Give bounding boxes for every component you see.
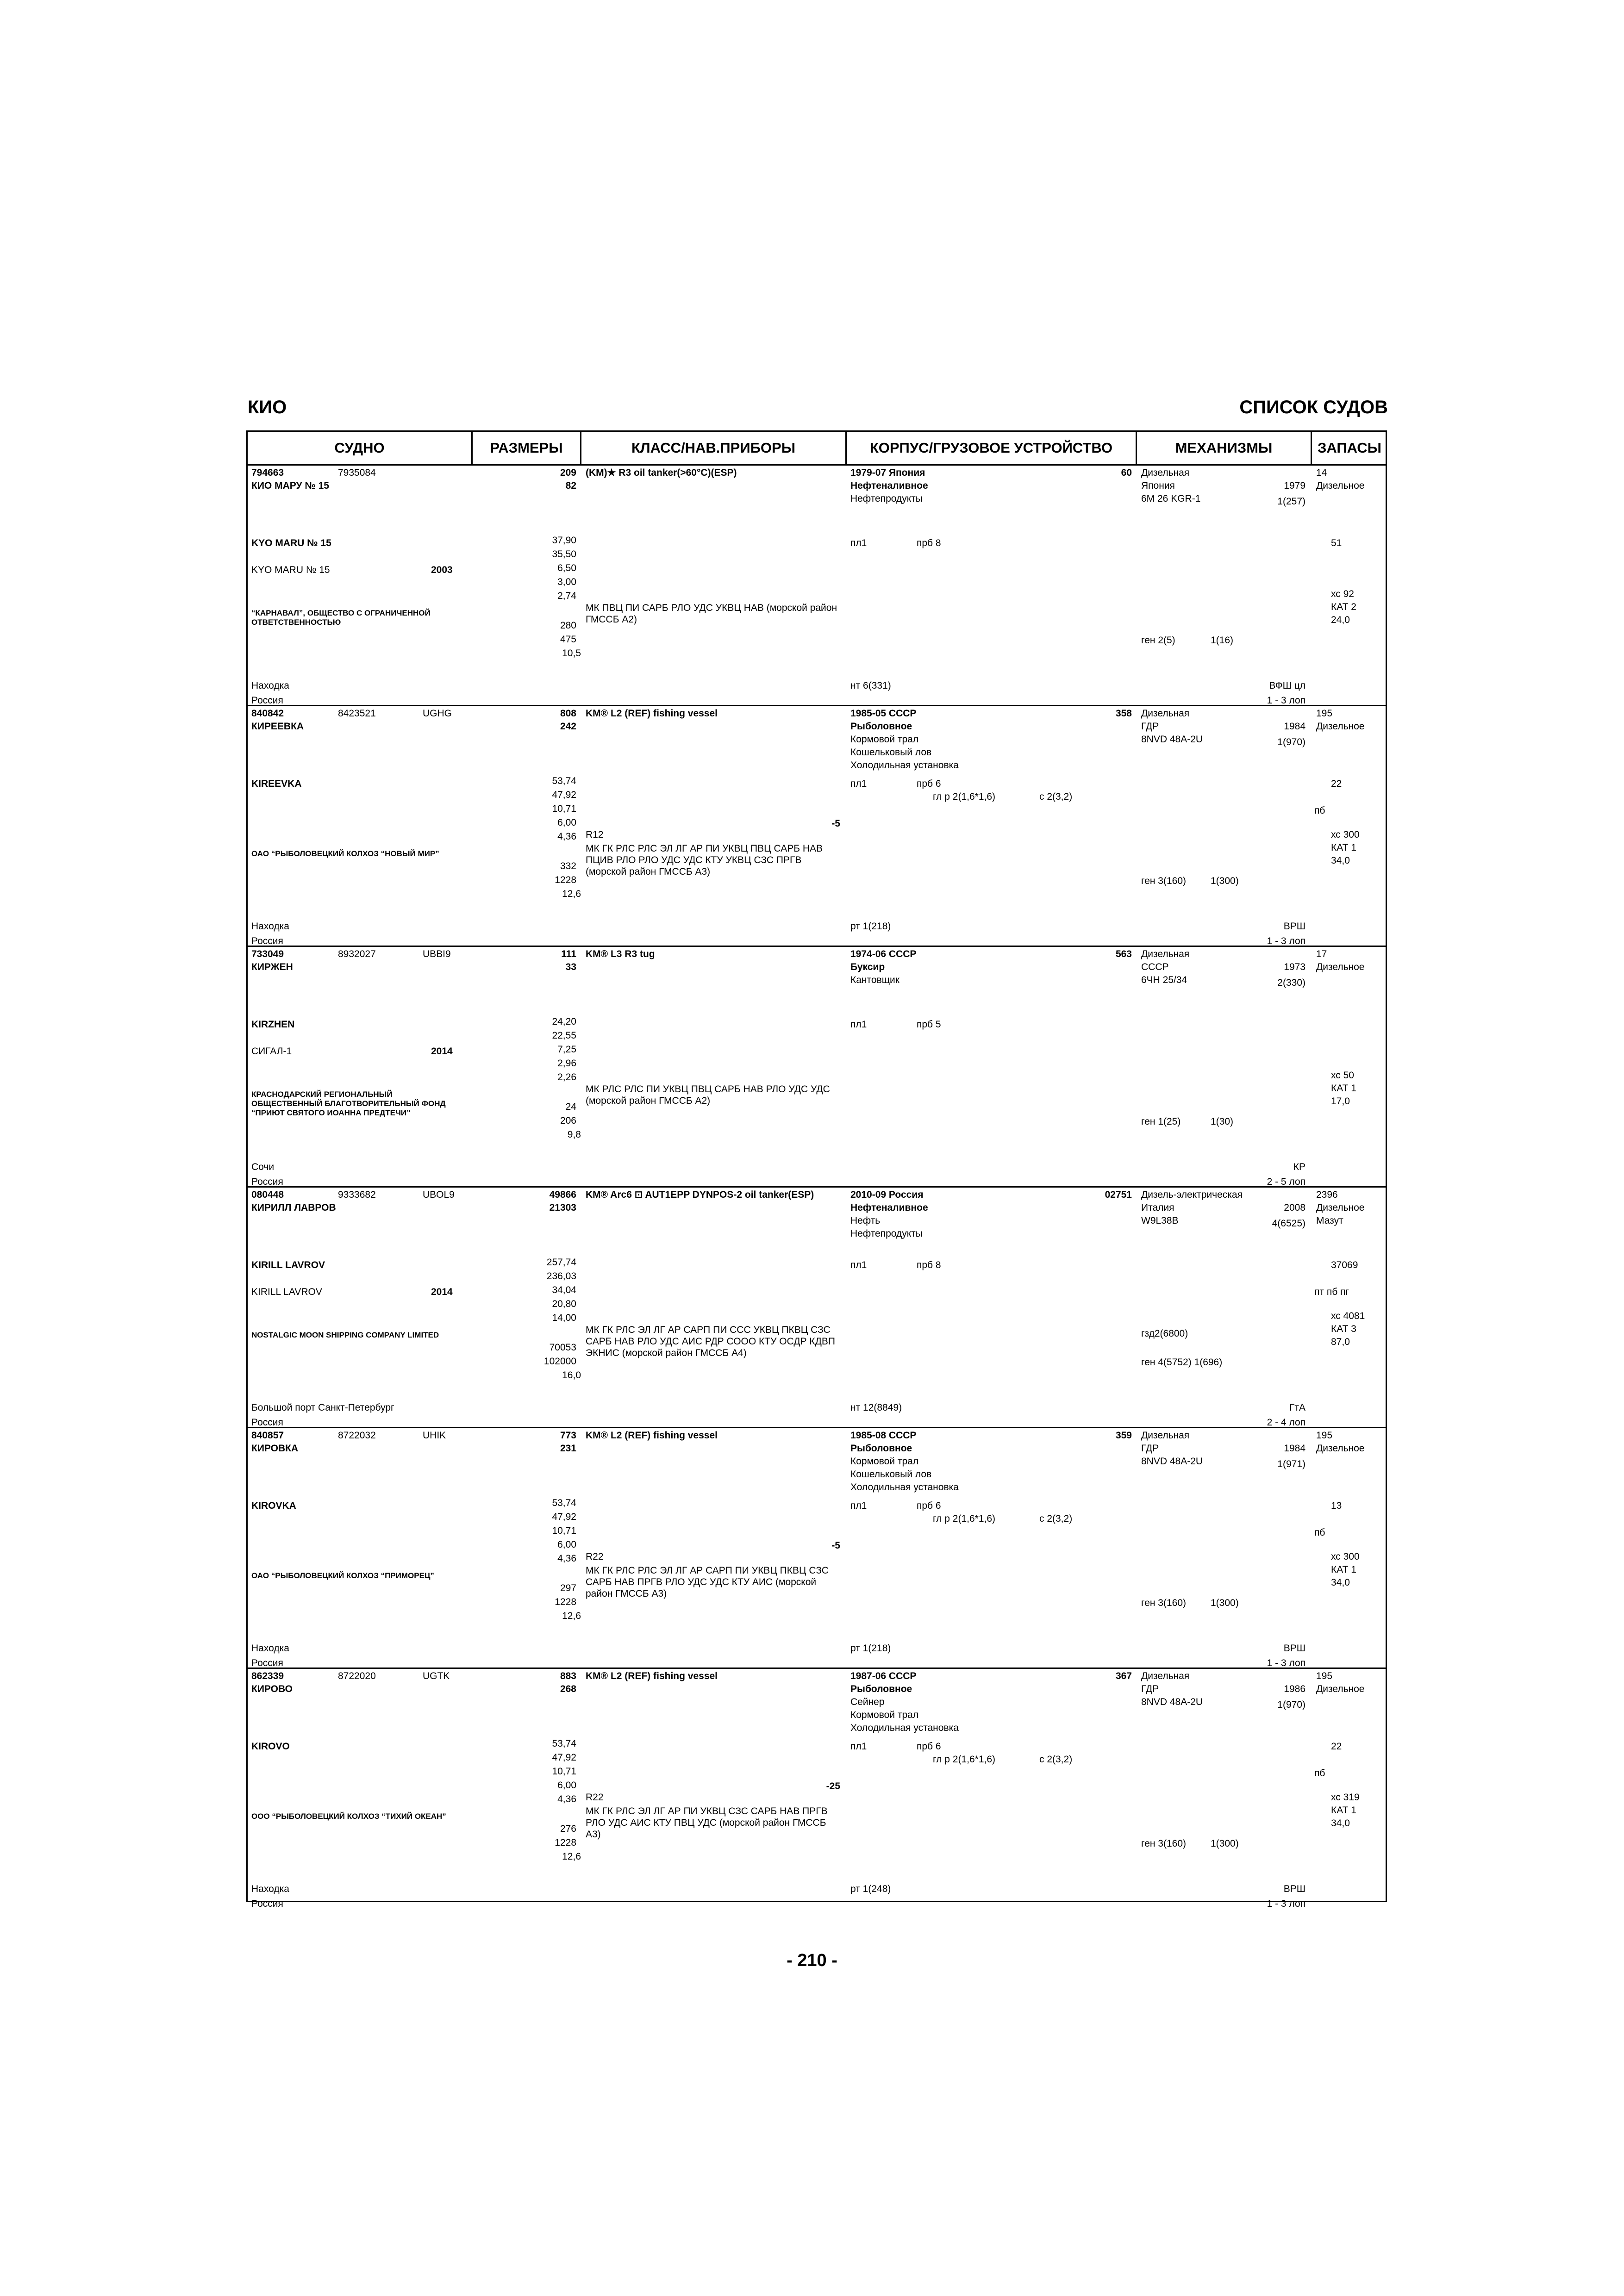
propeller-blades: 1 - 3 лоп (1267, 1658, 1305, 1668)
engine-model: 8NVD 48A-2U (1141, 1456, 1203, 1467)
engine-country: ГДР (1141, 1684, 1159, 1694)
bulkheads: прб 6 (917, 778, 941, 789)
ship-name: КИРОВКА (251, 1443, 299, 1454)
class-extra: R22 (586, 1551, 604, 1562)
decks: пл1 (850, 1741, 867, 1752)
build-date-country: 1985-05 СССР (850, 708, 917, 719)
dimension-value: 7,25 (557, 1044, 576, 1055)
ship-subtype: Нефтепродукты (850, 1228, 923, 1239)
propeller-blades: 1 - 3 лоп (1267, 936, 1305, 946)
engine-country: Япония (1141, 480, 1175, 491)
hull-number: 563 (1115, 949, 1132, 959)
tanks: нт 6(331) (850, 680, 891, 691)
home-port: Находка (251, 680, 289, 691)
engine-type: Дизельная (1141, 467, 1190, 478)
hull-number: 359 (1115, 1430, 1132, 1441)
propeller-blades: 2 - 4 лоп (1267, 1417, 1305, 1428)
call-sign: UGTK (423, 1671, 450, 1681)
ship-subtype: Холодильная установка (850, 1723, 959, 1733)
cranes: с 2(3,2) (1039, 1754, 1073, 1765)
deadweight: 24 (565, 1101, 576, 1112)
deadweight: 70053 (549, 1342, 576, 1353)
dimension-value: 47,92 (552, 1752, 576, 1763)
storage-capacity: хс 319 (1331, 1792, 1360, 1803)
decks: пл1 (850, 1019, 867, 1030)
class-extra: R12 (586, 829, 604, 840)
bulkheads: прб 6 (917, 1741, 941, 1752)
ship-subtype: Нефть (850, 1215, 881, 1226)
deadweight: 332 (560, 861, 576, 871)
hull-number: 358 (1115, 708, 1132, 719)
net-tonnage: 21303 (549, 1202, 576, 1213)
ship-name-latin: KIRZHEN (251, 1019, 295, 1030)
dimension-value: 53,74 (552, 776, 576, 786)
dimension-value: 2,26 (557, 1072, 576, 1083)
page-number: - 210 - (787, 1951, 837, 1970)
ship-type: Буксир (850, 962, 885, 972)
bulkheads: прб 6 (917, 1500, 941, 1511)
imo-number: 8423521 (338, 708, 376, 719)
registry-number: 862339 (251, 1671, 284, 1681)
page-header-left: КИО (248, 397, 287, 417)
owner: “КАРНАВАЛ”, ОБЩЕСТВО С ОГРАНИЧЕННОЙ ОТВЕТСТВЕННОСТЬЮ (251, 609, 431, 627)
fuel-type: Дизельное (1316, 1684, 1365, 1694)
ship-name: КИО МАРУ № 15 (251, 480, 329, 491)
hull-number: 60 (1121, 467, 1132, 478)
generators: ген 2(5) (1141, 635, 1175, 646)
col-header-class: КЛАСС/НАВ.ПРИБОРЫ (631, 440, 796, 456)
engine-year: 1984 (1284, 721, 1305, 732)
flag-country: Россия (251, 695, 283, 706)
build-date-country: 1985-08 СССР (850, 1430, 917, 1441)
category-value: 24,0 (1331, 615, 1350, 625)
generator-aux: 1(16) (1211, 635, 1234, 646)
call-sign: UBBI9 (423, 949, 451, 959)
ship-name-latin: KIREEVKA (251, 778, 302, 789)
engine-year: 1973 (1284, 962, 1305, 972)
speed: 10,5 (562, 648, 581, 659)
owner: NOSTALGIC MOON SHIPPING COMPANY LIMITED (251, 1331, 439, 1339)
speed: 12,6 (562, 1851, 581, 1862)
class-notation: KM® L3 R3 tug (586, 949, 655, 959)
generator-aux: 1(300) (1211, 1598, 1239, 1608)
class-notation: (KM)★ R3 oil tanker(>60°C)(ESP) (586, 467, 737, 478)
ship-name: КИРОВО (251, 1684, 293, 1694)
imo-number: 8932027 (338, 949, 376, 959)
dimension-value: 20,80 (552, 1299, 576, 1309)
home-port: Находка (251, 1643, 289, 1654)
flag-country: Россия (251, 1417, 283, 1428)
class-notation: KM® Arc6 ⊡ AUT1EPP DYNPOS-2 oil tanker(ESP) (586, 1189, 814, 1200)
cranes: с 2(3,2) (1039, 791, 1073, 802)
engine-power: 2(330) (1277, 977, 1305, 988)
name-change-year: 2003 (431, 565, 453, 575)
build-date-country: 1974-06 СССР (850, 949, 917, 959)
former-name: KIRILL LAVROV (251, 1287, 322, 1297)
imo-number: 8722020 (338, 1671, 376, 1681)
dimension-value: 10,71 (552, 803, 576, 814)
class-notation: KM® L2 (REF) fishing vessel (586, 1430, 718, 1441)
ship-subtype: Кормовой трал (850, 1456, 919, 1467)
category: КАТ 1 (1331, 842, 1356, 853)
cranes: с 2(3,2) (1039, 1513, 1073, 1524)
fuel-type-2: Мазут (1316, 1215, 1343, 1226)
ship-name: КИРЕЕВКА (251, 721, 304, 732)
shaft-generator: гзд2(6800) (1141, 1328, 1188, 1339)
page-header-right: СПИСОК СУДОВ (1239, 397, 1388, 417)
dimension-value: 37,90 (552, 535, 576, 546)
speed: 12,6 (562, 889, 581, 899)
ship-record (248, 708, 1386, 948)
speed: 12,6 (562, 1611, 581, 1621)
category: КАТ 1 (1331, 1564, 1356, 1575)
ship-record (248, 1430, 1386, 1670)
displacement: 102000 (543, 1356, 576, 1367)
engine-model: 6M 26 KGR-1 (1141, 493, 1201, 504)
engine-year: 1984 (1284, 1443, 1305, 1454)
propeller-type: ВФШ цл (1269, 680, 1305, 691)
ship-name-latin: KIROVO (251, 1741, 290, 1752)
supply-codes: пб (1314, 1768, 1325, 1779)
engine-power: 1(971) (1277, 1459, 1305, 1469)
col-header-machinery: МЕХАНИЗМЫ (1175, 440, 1273, 456)
fuel-type: Дизельное (1316, 1443, 1365, 1454)
generator-aux: 1(300) (1211, 1838, 1239, 1849)
home-port: Большой порт Санкт-Петербург (251, 1402, 394, 1413)
dimension-value: 53,74 (552, 1738, 576, 1749)
category: КАТ 1 (1331, 1805, 1356, 1816)
hatches: гл р 2(1,6*1,6) (933, 791, 996, 802)
propeller-blades: 2 - 5 лоп (1267, 1176, 1305, 1187)
net-tonnage: 33 (565, 962, 576, 972)
col-header-dimensions: РАЗМЕРЫ (490, 440, 563, 456)
class-notation: KM® L2 (REF) fishing vessel (586, 1671, 718, 1681)
hatches: гл р 2(1,6*1,6) (933, 1513, 996, 1524)
ship-record (248, 467, 1386, 708)
hull-number: 367 (1115, 1671, 1132, 1681)
owner: ОАО “РЫБОЛОВЕЦКИЙ КОЛХОЗ “ПРИМОРЕЦ” (251, 1571, 434, 1580)
flag-country: Россия (251, 1898, 283, 1909)
ship-subtype: Кормовой трал (850, 734, 919, 745)
build-date-country: 1979-07 Япония (850, 467, 925, 478)
fuel-quantity: 14 (1316, 467, 1327, 478)
dimension-value: 47,92 (552, 1512, 576, 1522)
generators: ген 3(160) (1141, 876, 1187, 886)
ship-record (248, 1670, 1386, 1911)
tanks: рт 1(218) (850, 921, 891, 932)
engine-type: Дизель-электрическая (1141, 1189, 1243, 1200)
hatches: гл р 2(1,6*1,6) (933, 1754, 996, 1765)
ship-subtype: Кантовщик (850, 975, 899, 985)
storage-capacity: хс 300 (1331, 829, 1360, 840)
engine-power: 1(970) (1277, 737, 1305, 747)
call-sign: UHIK (423, 1430, 446, 1441)
registry-number: 840857 (251, 1430, 284, 1441)
tanks: рт 1(218) (850, 1643, 891, 1654)
propeller-type: ВРШ (1283, 1884, 1305, 1894)
ship-subtype: Кормовой трал (850, 1710, 919, 1720)
dimension-value: 257,74 (546, 1257, 576, 1268)
gross-tonnage: 49866 (549, 1189, 576, 1200)
imo-number: 7935084 (338, 467, 376, 478)
net-tonnage: 242 (560, 721, 576, 732)
call-sign: UBOL9 (423, 1189, 455, 1200)
ship-name: КИРЖЕН (251, 962, 293, 972)
water-supply: 22 (1331, 778, 1342, 789)
deadweight: 280 (560, 620, 576, 631)
engine-country: ГДР (1141, 1443, 1159, 1454)
navigation-equipment: МК РЛС РЛС ПИ УКВЦ ПВЦ САРБ НАВ РЛО УДС УДС (морской район ГМССБ А2) (586, 1084, 830, 1106)
generators: ген 3(160) (1141, 1838, 1187, 1849)
displacement: 206 (560, 1115, 576, 1126)
engine-type: Дизельная (1141, 1671, 1190, 1681)
net-tonnage: 82 (565, 480, 576, 491)
ship-type: Рыболовное (850, 721, 912, 732)
imo-number: 9333682 (338, 1189, 376, 1200)
engine-country: СССР (1141, 962, 1169, 972)
propeller-type: ВРШ (1283, 921, 1305, 932)
home-port: Находка (251, 1884, 289, 1894)
dimension-value: 10,71 (552, 1525, 576, 1536)
category-value: 17,0 (1331, 1096, 1350, 1107)
fuel-type: Дизельное (1316, 1202, 1365, 1213)
col-header-supplies: ЗАПАСЫ (1317, 440, 1382, 456)
ship-name: КИРИЛЛ ЛАВРОВ (251, 1202, 336, 1213)
dimension-value: 14,00 (552, 1313, 576, 1323)
deadweight: 276 (560, 1823, 576, 1834)
dimension-value: 2,96 (557, 1058, 576, 1069)
dimension-value: 6,00 (557, 817, 576, 828)
displacement: 475 (560, 634, 576, 645)
engine-year: 1979 (1284, 480, 1305, 491)
fuel-quantity: 195 (1316, 1671, 1333, 1681)
water-supply: 13 (1331, 1500, 1342, 1511)
registry-number: 733049 (251, 949, 284, 959)
ship-record (248, 1189, 1386, 1430)
generator-aux: 1(300) (1211, 876, 1239, 886)
category-value: 87,0 (1331, 1337, 1350, 1347)
speed: 9,8 (567, 1129, 581, 1140)
navigation-equipment: МК ПВЦ ПИ САРБ РЛО УДС УКВЦ НАВ (морской район ГМССБ А2) (586, 603, 837, 625)
ship-subtype: Нефтепродукты (850, 493, 923, 504)
engine-model: 6ЧН 25/34 (1141, 975, 1187, 985)
displacement: 1228 (555, 1837, 576, 1848)
category-value: 34,0 (1331, 1818, 1350, 1829)
ship-type: Нефтеналивное (850, 1202, 928, 1213)
navigation-equipment: МК ГК РЛС РЛС ЭЛ ЛГ АР САРП ПИ УКВЦ ПКВЦ СЗС САРБ НАВ ПРГВ РЛО УДС УДС КТУ АИС (морской район ГМССБ А3) (586, 1565, 829, 1599)
engine-model: 8NVD 48A-2U (1141, 1697, 1203, 1707)
build-date-country: 1987-06 СССР (850, 1671, 917, 1681)
bulkheads: прб 8 (917, 1260, 941, 1270)
engine-year: 1986 (1284, 1684, 1305, 1694)
storage-capacity: хс 50 (1331, 1070, 1354, 1081)
engine-type: Дизельная (1141, 708, 1190, 719)
decks: пл1 (850, 778, 867, 789)
category-value: 34,0 (1331, 1577, 1350, 1588)
engine-model: 8NVD 48A-2U (1141, 734, 1203, 745)
bulkheads: прб 5 (917, 1019, 941, 1030)
category: КАТ 1 (1331, 1083, 1356, 1094)
propeller-type: КР (1293, 1162, 1305, 1172)
call-sign: UGHG (423, 708, 452, 719)
generators: ген 4(5752) 1(696) (1141, 1357, 1223, 1368)
dimension-value: 34,04 (552, 1285, 576, 1295)
dimension-value: 4,36 (557, 1553, 576, 1564)
engine-model: W9L38B (1141, 1215, 1179, 1226)
dimension-value: 35,50 (552, 549, 576, 560)
gross-tonnage: 808 (560, 708, 576, 719)
ship-subtype: Кошельковый лов (850, 747, 932, 758)
ice-temperature: -5 (831, 818, 840, 829)
engine-type: Дизельная (1141, 1430, 1190, 1441)
home-port: Находка (251, 921, 289, 932)
dimension-value: 3,00 (557, 577, 576, 587)
ice-temperature: -5 (831, 1540, 840, 1551)
engine-power: 4(6525) (1272, 1218, 1305, 1229)
storage-capacity: хс 300 (1331, 1551, 1360, 1562)
ship-subtype: Холодильная установка (850, 1482, 959, 1493)
fuel-type: Дизельное (1316, 480, 1365, 491)
col-header-vessel: СУДНО (334, 440, 385, 456)
engine-power: 1(970) (1277, 1699, 1305, 1710)
decks: пл1 (850, 1500, 867, 1511)
supply-codes: пт пб пг (1314, 1287, 1349, 1297)
supply-codes: пб (1314, 805, 1325, 816)
engine-type: Дизельная (1141, 949, 1190, 959)
dimension-value: 6,00 (557, 1780, 576, 1791)
propeller-blades: 1 - 3 лоп (1267, 695, 1305, 706)
dimension-value: 24,20 (552, 1016, 576, 1027)
deadweight: 297 (560, 1583, 576, 1593)
generators: ген 3(160) (1141, 1598, 1187, 1608)
supply-codes: пб (1314, 1527, 1325, 1538)
tanks: рт 1(248) (850, 1884, 891, 1894)
dimension-value: 236,03 (546, 1271, 576, 1282)
water-supply: 37069 (1331, 1260, 1358, 1270)
net-tonnage: 268 (560, 1684, 576, 1694)
ship-record (248, 948, 1386, 1189)
flag-country: Россия (251, 1176, 283, 1187)
home-port: Сочи (251, 1162, 275, 1172)
category: КАТ 2 (1331, 602, 1356, 612)
dimension-value: 47,92 (552, 790, 576, 800)
ships-table (246, 430, 1387, 1909)
storage-capacity: хс 92 (1331, 589, 1354, 599)
owner: ОАО “РЫБОЛОВЕЦКИЙ КОЛХОЗ “НОВЫЙ МИР” (251, 849, 439, 858)
gross-tonnage: 883 (560, 1671, 576, 1681)
former-name: KYO MARU № 15 (251, 565, 330, 575)
water-supply: 22 (1331, 1741, 1342, 1752)
displacement: 1228 (555, 1597, 576, 1607)
decks: пл1 (850, 1260, 867, 1270)
tanks: нт 12(8849) (850, 1402, 902, 1413)
storage-capacity: хс 4081 (1331, 1311, 1365, 1321)
net-tonnage: 231 (560, 1443, 576, 1454)
owner: ООО “РЫБОЛОВЕЦКИЙ КОЛХОЗ “ТИХИЙ ОКЕАН” (251, 1812, 446, 1821)
dimension-value: 53,74 (552, 1498, 576, 1508)
owner: КРАСНОДАРСКИЙ РЕГИОНАЛЬНЫЙ ОБЩЕСТВЕННЫЙ БЛАГОТВОРИТЕЛЬНЫЙ ФОНД “ПРИЮТ СВЯТОГО ИОАННА ПРЕДТЕЧИ” (251, 1090, 446, 1117)
dimension-value: 6,00 (557, 1539, 576, 1550)
displacement: 1228 (555, 875, 576, 885)
name-change-year: 2014 (431, 1046, 453, 1057)
fuel-type: Дизельное (1316, 721, 1365, 732)
dimension-value: 10,71 (552, 1766, 576, 1777)
propeller-type: ГтА (1289, 1402, 1305, 1413)
fuel-quantity: 2396 (1316, 1189, 1338, 1200)
generators: ген 1(25) (1141, 1116, 1181, 1127)
fuel-quantity: 195 (1316, 1430, 1333, 1441)
class-notation: KM® L2 (REF) fishing vessel (586, 708, 718, 719)
decks: пл1 (850, 538, 867, 548)
ship-subtype: Холодильная установка (850, 760, 959, 771)
ship-type: Рыболовное (850, 1443, 912, 1454)
registry-number: 840842 (251, 708, 284, 719)
imo-number: 8722032 (338, 1430, 376, 1441)
flag-country: Россия (251, 1658, 283, 1668)
dimension-value: 4,36 (557, 831, 576, 842)
former-name: СИГАЛ-1 (251, 1046, 292, 1057)
class-extra: R22 (586, 1792, 604, 1803)
bulkheads: прб 8 (917, 538, 941, 548)
engine-country: ГДР (1141, 721, 1159, 732)
engine-country: Италия (1141, 1202, 1174, 1213)
propeller-type: ВРШ (1283, 1643, 1305, 1654)
fuel-quantity: 17 (1316, 949, 1327, 959)
ship-type: Рыболовное (850, 1684, 912, 1694)
ice-temperature: -25 (826, 1781, 840, 1792)
category: КАТ 3 (1331, 1324, 1356, 1334)
speed: 16,0 (562, 1370, 581, 1381)
dimension-value: 6,50 (557, 563, 576, 573)
ship-subtype: Кошельковый лов (850, 1469, 932, 1480)
ship-type: Нефтеналивное (850, 480, 928, 491)
dimension-value: 2,74 (557, 591, 576, 601)
build-date-country: 2010-09 Россия (850, 1189, 924, 1200)
gross-tonnage: 773 (560, 1430, 576, 1441)
engine-power: 1(257) (1277, 496, 1305, 507)
ship-name-latin: KIROVKA (251, 1500, 296, 1511)
ship-name-latin: KIRILL LAVROV (251, 1260, 325, 1270)
category-value: 34,0 (1331, 855, 1350, 866)
registry-number: 080448 (251, 1189, 284, 1200)
flag-country: Россия (251, 936, 283, 946)
navigation-equipment: МК ГК РЛС ЭЛ ЛГ АР САРП ПИ ССС УКВЦ ПКВЦ СЗС САРБ НАВ РЛО УДС АИС РДР СООО КТУ ОСДР КДВП ЭКНИС (морской район ГМССБ А4) (586, 1325, 835, 1358)
dimension-value: 22,55 (552, 1030, 576, 1041)
water-supply: 51 (1331, 538, 1342, 548)
generator-aux: 1(30) (1211, 1116, 1234, 1127)
propeller-blades: 1 - 3 лоп (1267, 1898, 1305, 1909)
dimension-value: 4,36 (557, 1794, 576, 1804)
fuel-type: Дизельное (1316, 962, 1365, 972)
name-change-year: 2014 (431, 1287, 453, 1297)
hull-number: 02751 (1105, 1189, 1132, 1200)
col-header-hull: КОРПУС/ГРУЗОВОЕ УСТРОЙСТВО (869, 440, 1113, 456)
gross-tonnage: 209 (560, 467, 576, 478)
navigation-equipment: МК ГК РЛС РЛС ЭЛ ЛГ АР ПИ УКВЦ ПВЦ САРБ НАВ ПЦИВ РЛО РЛО УДС УДС КТУ УКВЦ СЗС ПРГВ (морской район ГМССБ А3) (586, 843, 823, 877)
registry-number: 794663 (251, 467, 284, 478)
gross-tonnage: 111 (561, 949, 576, 959)
ship-name-latin: KYO MARU № 15 (251, 538, 331, 548)
ship-subtype: Сейнер (850, 1697, 885, 1707)
fuel-quantity: 195 (1316, 708, 1333, 719)
navigation-equipment: МК ГК РЛС ЭЛ ЛГ АР ПИ УКВЦ СЗС САРБ НАВ ПРГВ РЛО УДС АИС КТУ ПВЦ УДС (морской район ГМССБ А3) (586, 1806, 828, 1840)
engine-year: 2008 (1284, 1202, 1305, 1213)
